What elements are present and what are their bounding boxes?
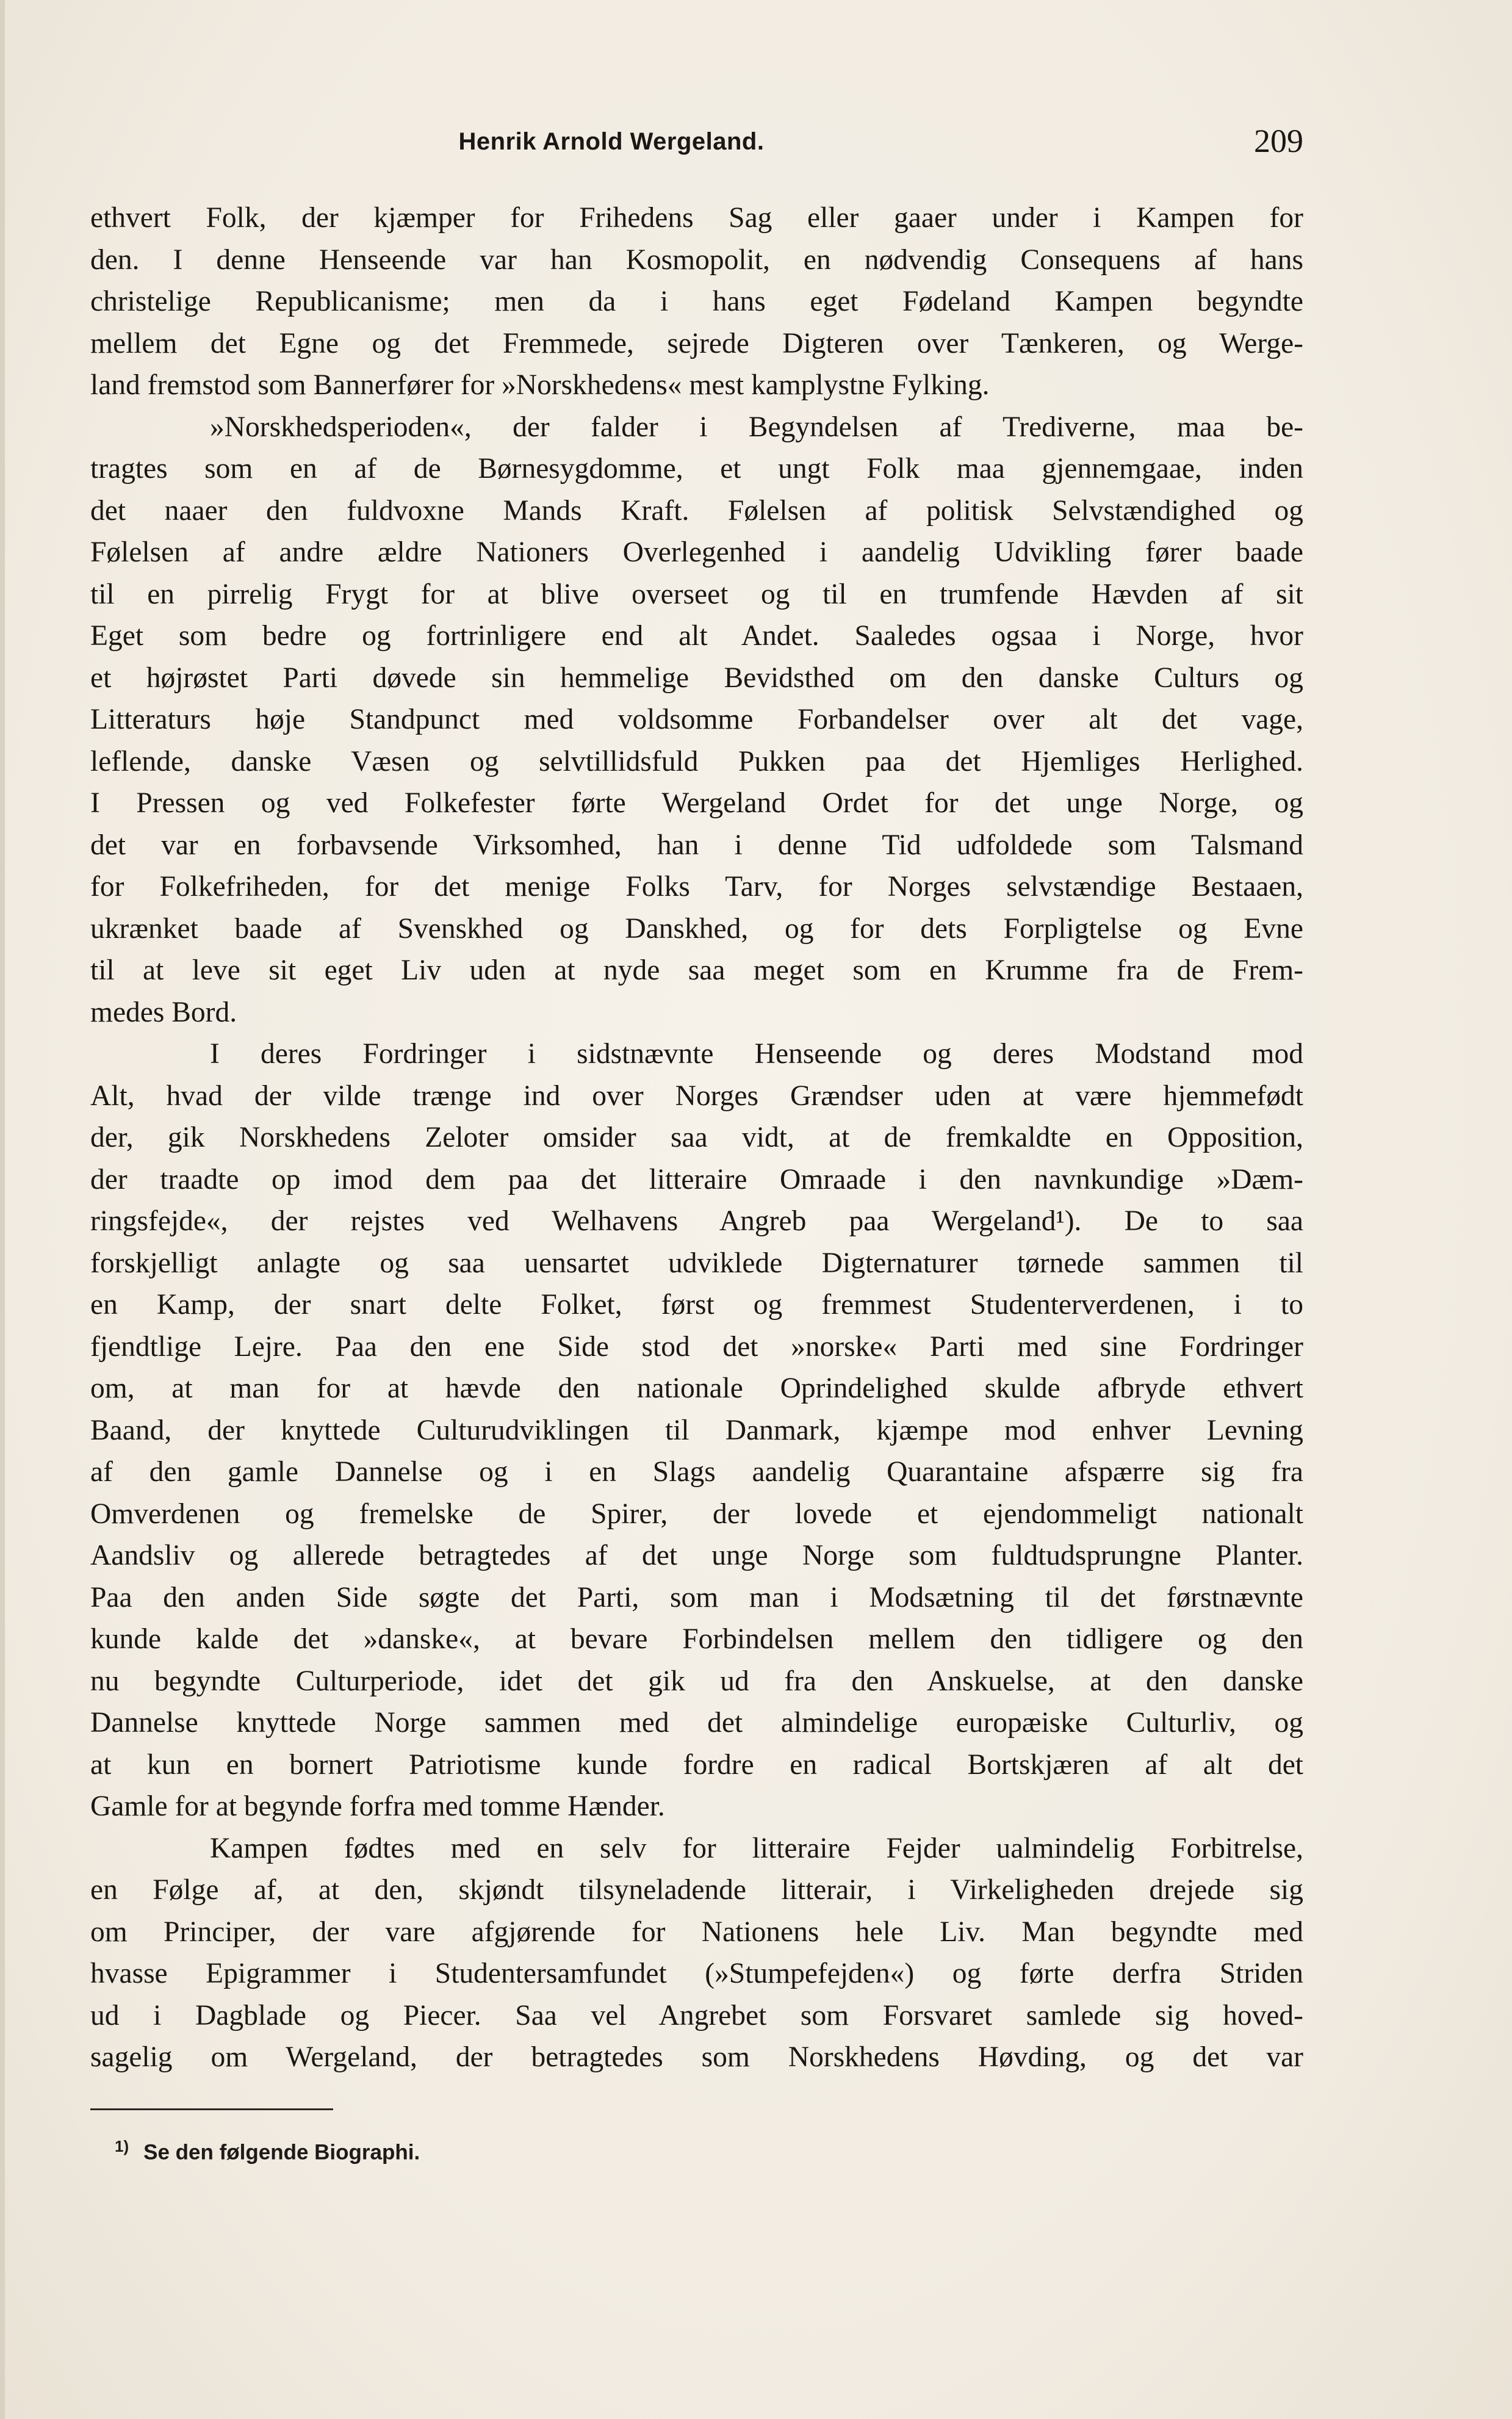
text-line: Følelsen af andre ældre Nationers Overlegenhed i aandelig Udvikling fører baade [90, 536, 1303, 568]
text-line: at kun en bornert Patriotisme kunde fordre en radical Bortskjæren af alt det [90, 1748, 1303, 1781]
text-line: I deres Fordringer i sidstnævnte Henseende og deres Modstand mod [210, 1038, 1303, 1070]
text-line: Litteraturs høje Standpunct med voldsomme Forbandelser over alt det vage, [90, 704, 1303, 735]
text-line: Gamle for at begynde forfra med tomme Hænder. [90, 1790, 665, 1822]
text-line: Eget som bedre og fortrinligere end alt Andet. Saaledes ogsaa i Norge, hvor [90, 620, 1303, 652]
text-line: en Kamp, der snart delte Folket, først og fremmest Studenterverdenen, i to [90, 1289, 1303, 1321]
text-line: ethvert Folk, der kjæmper for Frihedens Sag eller gaaer under i Kampen for [90, 202, 1303, 234]
text-line: tragtes som en af de Børnesygdomme, et ungt Folk maa gjennemgaae, inden [90, 453, 1303, 485]
text-line: christelige Republicanisme; men da i hans eget Fødeland Kampen begyndte [90, 286, 1303, 317]
text-line: I Pressen og ved Folkefester førte Wergeland Ordet for det unge Norge, og [90, 787, 1303, 819]
text-line: en Følge af, at den, skjøndt tilsyneladende litterair, i Virkeligheden drejede sig [90, 1874, 1303, 1906]
text-line: det var en forbavsende Virksomhed, han i denne Tid udfoldede som Talsmand [90, 829, 1303, 861]
footnote-mark: 1) [115, 2137, 129, 2155]
page-header [90, 122, 1303, 171]
page-number: 209 [1254, 123, 1303, 159]
running-title: Henrik Arnold Wergeland. [458, 128, 765, 155]
page-edge [0, 0, 5, 2419]
text-line: mellem det Egne og det Fremmede, sejrede Digteren over Tænkeren, og Werge- [90, 327, 1303, 359]
text-line: der, gik Norskhedens Zeloter omsider saa vidt, at de fremkaldte en Opposition, [90, 1122, 1303, 1153]
footnote-rule [90, 2108, 333, 2110]
text-line: sagelig om Wergeland, der betragtedes som Norskhedens Høvding, og det var [90, 2041, 1303, 2073]
text-line: Omverdenen og fremelske de Spirer, der lovede et ejendommeligt nationalt [90, 1498, 1303, 1530]
footnote-text: Se den følgende Biographi. [143, 2140, 420, 2165]
text-line: om Principer, der vare afgjørende for Nationens hele Liv. Man begyndte med [90, 1916, 1303, 1948]
text-line: Alt, hvad der vilde trænge ind over Norges Grændser uden at være hjemmefødt [90, 1080, 1303, 1112]
text-line: det naaer den fuldvoxne Mands Kraft. Følelsen af politisk Selvstændighed og [90, 494, 1303, 527]
text-line: Kampen fødtes med en selv for litteraire Fejder ualmindelig Forbitrelse, [210, 1832, 1303, 1864]
text-line: ringsfejde«, der rejstes ved Welhavens Angreb paa Wergeland¹). De to saa [90, 1205, 1303, 1237]
text-line: ukrænket baade af Svenskhed og Danskhed, og for dets Forpligtelse og Evne [90, 912, 1303, 945]
text-line: Paa den anden Side søgte det Parti, som man i Modsætning til det førstnævnte [90, 1581, 1303, 1613]
text-line: til at leve sit eget Liv uden at nyde saa meget som en Krumme fra de Frem- [90, 954, 1303, 986]
text-line: der traadte op imod dem paa det litteraire Omraade i den navnkundige »Dæm- [90, 1163, 1303, 1195]
text-line: Baand, der knyttede Culturudviklingen til Danmark, kjæmpe mod enhver Levning [90, 1414, 1303, 1446]
text-line: for Folkefriheden, for det menige Folks Tarv, for Norges selvstændige Bestaaen, [90, 871, 1303, 903]
text-line: land fremstod som Bannerfører for »Norskhedens« mest kamplystne Fylking. [90, 369, 990, 401]
text-line: et højrøstet Parti døvede sin hemmelige Bevidsthed om den danske Culturs og [90, 662, 1303, 694]
text-line: fjendtlige Lejre. Paa den ene Side stod det »norske« Parti med sine Fordringer [90, 1330, 1303, 1363]
text-line: »Norskhedsperioden«, der falder i Begyndelsen af Trediverne, maa be- [210, 411, 1303, 443]
text-line: Aandsliv og allerede betragtedes af det unge Norge som fuldtudsprungne Planter. [90, 1540, 1303, 1571]
text-line: kunde kalde det »danske«, at bevare Forbindelsen mellem den tidligere og den [90, 1623, 1303, 1655]
text-line: nu begyndte Culturperiode, idet det gik ud fra den Anskuelse, at den danske [90, 1665, 1303, 1697]
text-line: hvasse Epigrammer i Studentersamfundet (»Stumpefejden«) og førte derfra Striden [90, 1958, 1303, 1989]
text-line: leflende, danske Væsen og selvtillidsfuld Pukken paa det Hjemliges Herlighed. [90, 745, 1303, 777]
footnote [115, 2137, 420, 2165]
text-line: Dannelse knyttede Norge sammen med det almindelige europæiske Culturliv, og [90, 1707, 1303, 1739]
text-line: forskjelligt anlagte og saa uensartet udviklede Digternaturer tørnede sammen til [90, 1247, 1303, 1279]
text-line: ud i Dagblade og Piecer. Saa vel Angrebet som Forsvaret samlede sig hoved- [90, 1999, 1303, 2031]
text-line: om, at man for at hævde den nationale Oprindelighed skulde afbryde ethvert [90, 1372, 1303, 1404]
text-line: af den gamle Dannelse og i en Slags aandelig Quarantaine afspærre sig fra [90, 1456, 1303, 1488]
body-text [90, 197, 1303, 2078]
text-line: til en pirrelig Frygt for at blive overseet og til en trumfende Hævden af sit [90, 578, 1303, 610]
text-line: medes Bord. [90, 996, 237, 1028]
text-line: den. I denne Henseende var han Kosmopolit, en nødvendig Consequens af hans [90, 243, 1303, 276]
